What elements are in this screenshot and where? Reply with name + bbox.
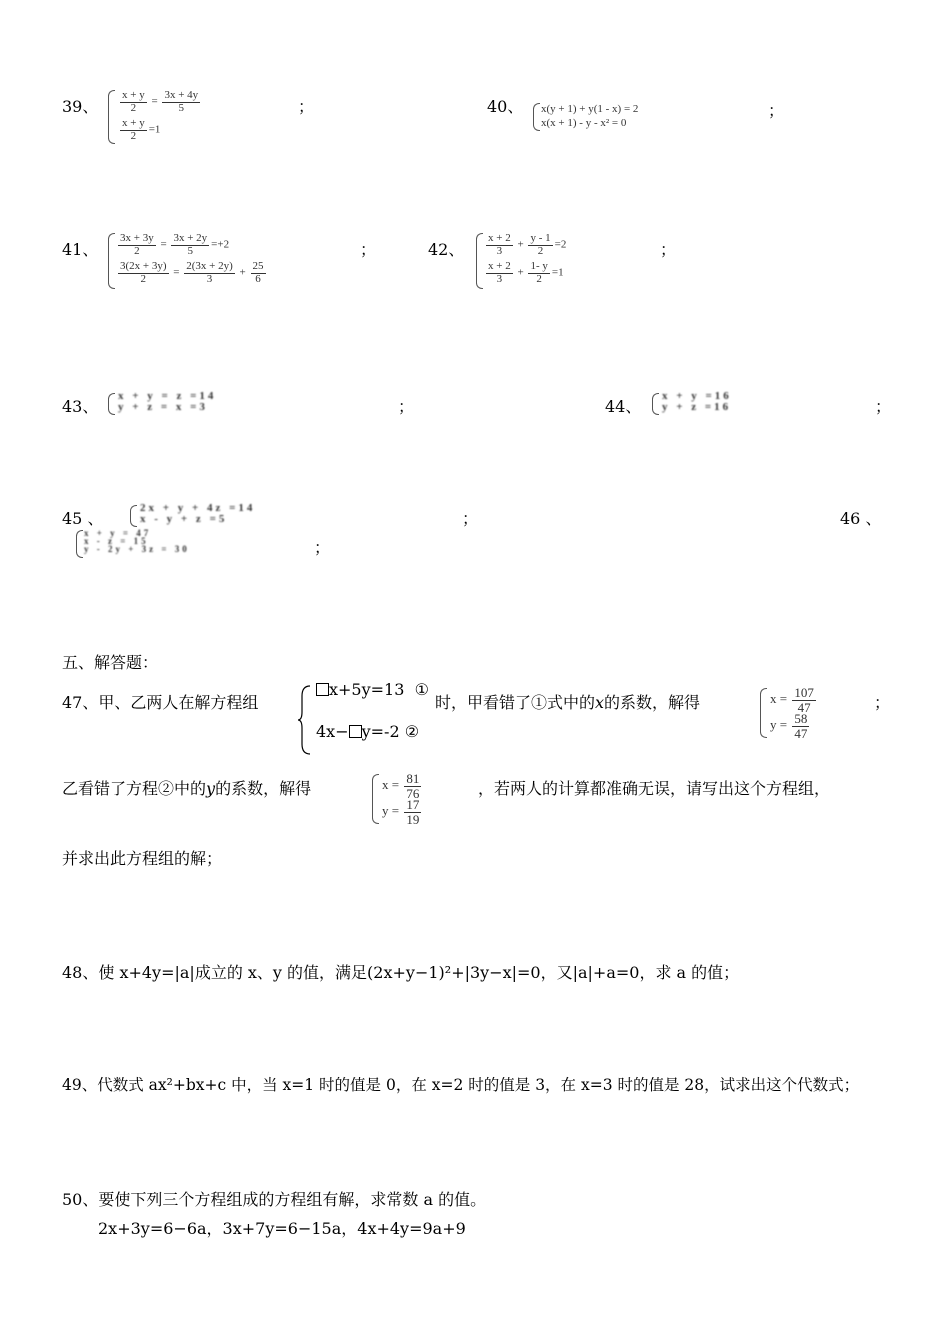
brace-45 (130, 505, 137, 527)
problem-39-eq2: $\frac{x + y}{2}$ =1 (122, 117, 161, 142)
problem-45-eq2: x - y + z =5 (140, 513, 228, 525)
problem-44-number: 44、 (605, 397, 642, 416)
problem-39-eq1: $\frac{x + y}{2}$ = $\frac{3x + 4y}{5}$ (122, 89, 199, 114)
problem-43-eq2: y + z = x =3 (118, 401, 208, 413)
p48-text: 48、使 x+4y=|a|成立的 x、y 的值，满足(2x+y−1)²+|3y−x|=0，又|a|+a=0，求 a 的值； (62, 963, 740, 982)
blank-box-1 (316, 683, 329, 696)
p47-sol2-x: x = $\frac{81}{76}$ (382, 771, 420, 801)
p47-sol1-x: x = $\frac{107}{47}$ (770, 685, 814, 715)
problem-42-eq2: $\frac{x + 2}{3}$ + $\frac{1- y}{2}$ =1 (488, 260, 564, 285)
problem-41-eq2: $\frac{3(2x + 3y)}{2}$ = $\frac{2(3x + 2y)}{3}$ + $\frac{25}{6}$ (120, 260, 264, 285)
problem-40-end: ； (768, 101, 785, 120)
problem-39-number: 39、 (62, 97, 99, 116)
p47-lead: 47、甲、乙两人在解方程组 (62, 693, 259, 712)
problem-46-number: 46 、 (840, 509, 882, 528)
p47-sol2-y: y = $\frac{17}{19}$ (382, 797, 420, 827)
p47-system-eq2: 4x− y=-2 ② (316, 722, 420, 741)
brace-41 (108, 233, 115, 289)
problem-42-eq1: $\frac{x + 2}{3}$ + $\frac{y - 1}{2}$ =2 (488, 232, 567, 257)
problem-46-eq1: x + y = 47 (84, 528, 152, 538)
problem-41-number: 41、 (62, 240, 99, 259)
problem-44-eq2: y + z =16 (662, 401, 732, 413)
brace-46 (76, 530, 83, 558)
p50-line1: 50、要使下列三个方程组成的方程组有解，求常数 a 的值。 (62, 1190, 487, 1209)
p47-sol1-y: y = $\frac{58}{47}$ (770, 711, 808, 741)
p50-line2: 2x+3y=6−6a，3x+7y=6−15a，4x+4y=9a+9 (98, 1219, 466, 1238)
problem-43-number: 43、 (62, 397, 99, 416)
p47-semicolon: ； (874, 693, 891, 712)
brace-42 (476, 233, 483, 289)
problem-42-number: 42、 (428, 240, 465, 259)
problem-41-eq1: $\frac{3x + 3y}{2}$ = $\frac{3x + 2y}{5}$ =+2 (120, 232, 230, 257)
brace-44 (652, 393, 659, 415)
p47-line3: 并求出此方程组的解； (62, 849, 223, 868)
problem-43-eq1: x + y = z =14 (118, 390, 217, 402)
problem-45-eq1: 2x + y + 4z =14 (140, 502, 256, 514)
brace-43 (108, 393, 115, 415)
problem-42-end: ； (660, 240, 677, 259)
problem-40-eq1: x(y + 1) + y(1 - x) = 2 (541, 103, 639, 115)
brace-40 (533, 103, 540, 131)
p47-line2a: 乙看错了方程②中的y的系数，解得 (62, 779, 312, 798)
problem-40-number: 40、 (487, 97, 524, 116)
brace-39 (108, 90, 115, 144)
problem-46-end: ； (314, 538, 331, 557)
problem-45-number: 45 、 (62, 509, 104, 528)
problem-41-end: ； (360, 240, 377, 259)
p47-system-brace (298, 684, 312, 756)
p47-sol1-brace (760, 688, 767, 738)
p47-sol2-brace (372, 774, 379, 824)
p47-mid: 时，甲看错了①式中的x的系数，解得 (435, 693, 701, 712)
problem-45-end: ； (462, 509, 479, 528)
problem-43-end: ； (398, 397, 415, 416)
problem-39-end: ； (298, 97, 315, 116)
p47-line2c: ，若两人的计算都准确无误，请写出这个方程组， (478, 779, 831, 798)
blank-box-2 (349, 725, 362, 738)
p49-text: 49、代数式 ax²+bx+c 中，当 x=1 时的值是 0，在 x=2 时的值是 3，在 x=3 时的值是 28，试求出这个代数式； (62, 1076, 860, 1094)
problem-40-eq2: x(x + 1) - y - x² = 0 (541, 117, 627, 129)
section-title: 五、解答题： (62, 653, 159, 672)
p47-system-eq1: x+5y=13 ① (316, 680, 429, 699)
problem-44-eq1: x + y =16 (662, 390, 732, 402)
problem-44-end: ； (875, 397, 892, 416)
problem-46-eq3: y - 2y + 3z = 30 (84, 544, 190, 554)
problem-46-eq2: x - z = 15 (84, 536, 149, 546)
